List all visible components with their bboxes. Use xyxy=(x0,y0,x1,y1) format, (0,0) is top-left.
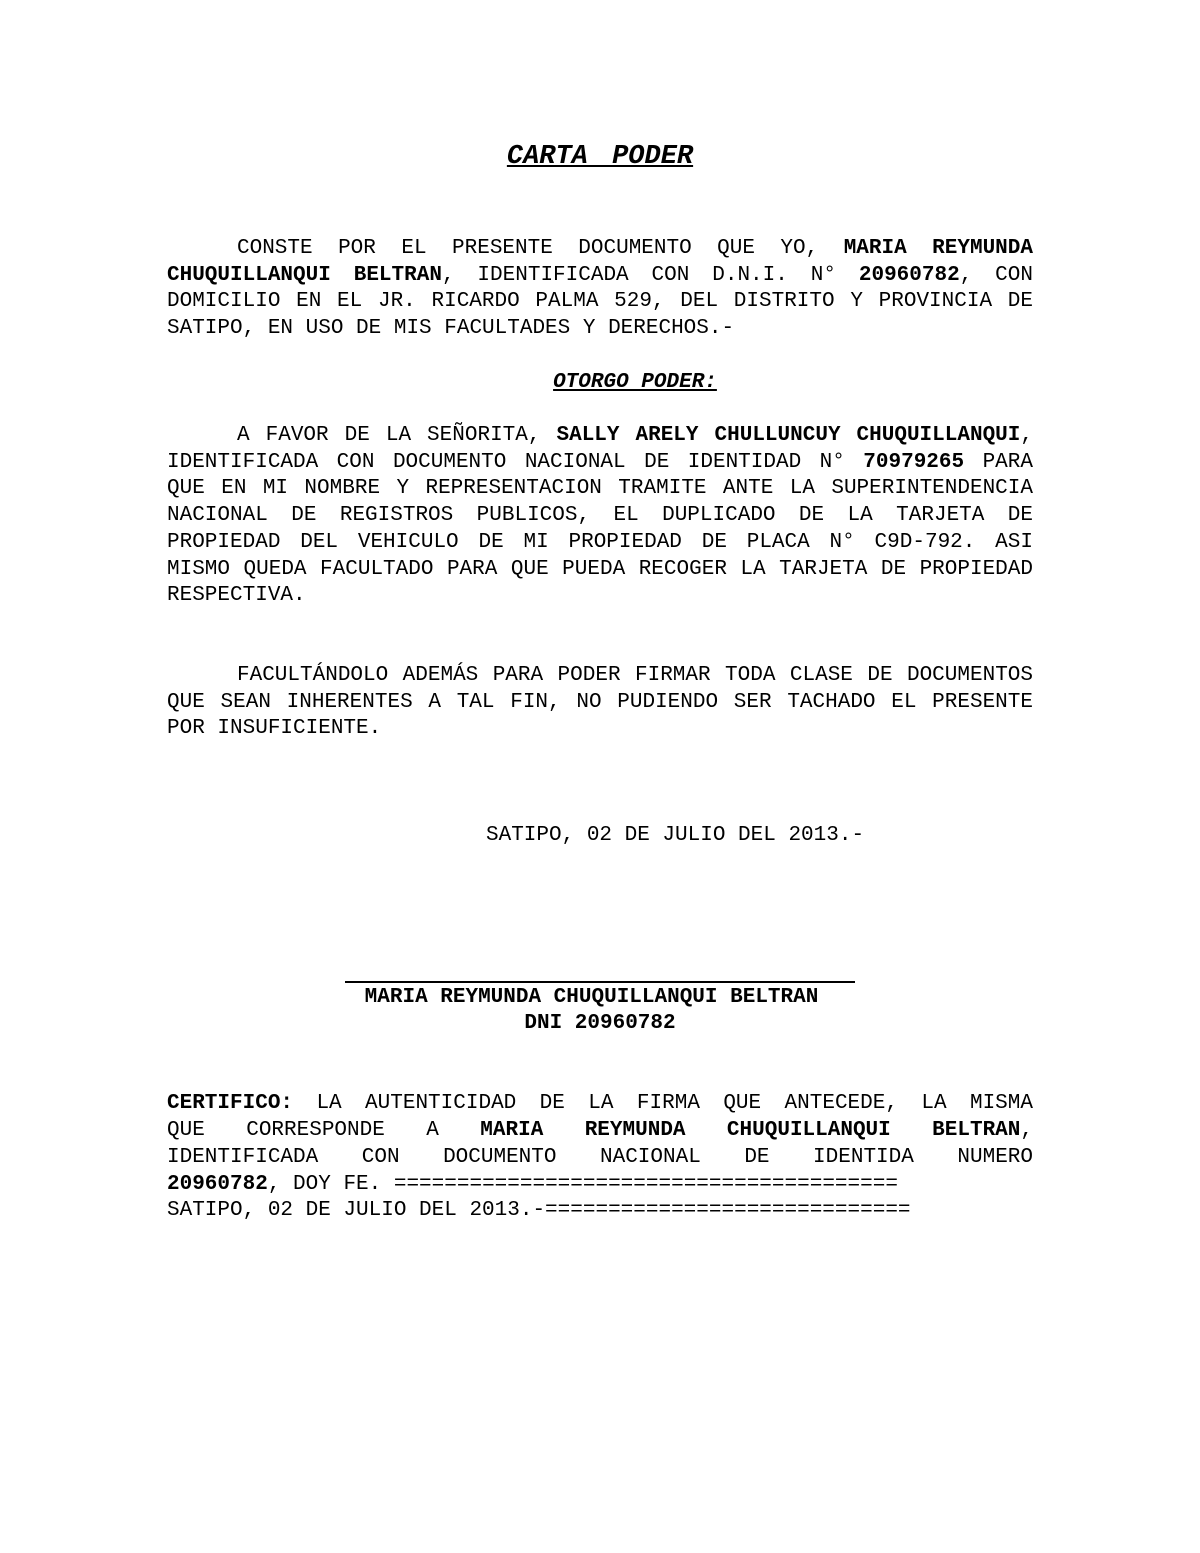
certification-line-2-suffix: , xyxy=(1020,1119,1033,1142)
paragraph-grantee-id-text: , IDENTIFICADA CON DOCUMENTO NACIONAL DE IDENTIDAD N° xyxy=(167,424,1033,474)
certification-line-3: IDENTIFICADA CON DOCUMENTO NACIONAL DE IDENTIDA NUMERO xyxy=(167,1146,1033,1169)
certification-line-2-prefix: QUE CORRESPONDE A xyxy=(167,1119,481,1142)
certification-label: CERTIFICO: xyxy=(167,1092,294,1115)
grantee-dni: 70979265 xyxy=(863,450,965,474)
section-subtitle: OTORGO PODER: xyxy=(553,371,717,394)
certification-line-4 xyxy=(167,1171,898,1198)
document-title: CARTA PODER xyxy=(506,142,694,172)
certification-line-1 xyxy=(167,1090,1033,1117)
paragraph-grantee xyxy=(167,423,1033,610)
paragraph-faculties: FACULTÁNDOLO ADEMÁS PARA PODER FIRMAR TODA CLASE DE DOCUMENTOS QUE SEAN INHERENTES A TAL FIN, NO PUDIENDO SER TACHADO EL PRESENTE POR INSUFICIENTE. xyxy=(167,664,1033,741)
paragraph-grantee-intro: A FAVOR DE LA SEÑORITA, xyxy=(237,424,557,447)
signature-name: MARIA REYMUNDA CHUQUILLANQUI BELTRAN xyxy=(364,986,819,1009)
certification-line-5: SATIPO, 02 DE JULIO DEL 2013.-============================= xyxy=(167,1199,911,1222)
certification-name: MARIA REYMUNDA CHUQUILLANQUI BELTRAN xyxy=(480,1119,1021,1142)
certification-line-2 xyxy=(167,1117,1033,1144)
signature-line xyxy=(345,981,855,983)
paragraph-grantor-id-text: , IDENTIFICADA CON D.N.I. N° xyxy=(441,263,859,287)
paragraph-grantor-intro: CONSTE POR EL PRESENTE DOCUMENTO QUE YO, xyxy=(237,237,844,260)
paragraph-grantee-rest: PARA QUE EN MI NOMBRE Y REPRESENTACION TRAMITE ANTE LA SUPERINTENDENCIA NACIONAL DE REGISTROS PUBLICOS, EL DUPLICADO DE LA TARJETA DE PROPIEDAD DEL VEHICULO DE MI PROPIEDAD DE PLACA N° C9D-792. ASI MISMO QUEDA FACULTADO PARA QUE PUEDA RECOGER LA TARJETA DE PROPIEDAD RESPECTIVA. xyxy=(167,450,1033,608)
place-date: SATIPO, 02 DE JULIO DEL 2013.- xyxy=(486,824,865,847)
certification-dni: 20960782 xyxy=(167,1173,268,1196)
paragraph-grantor-rest: , CON DOMICILIO EN EL JR. RICARDO PALMA 529, DEL DISTRITO Y PROVINCIA DE SATIPO, EN USO DE MIS FACULTADES Y DERECHOS.- xyxy=(167,263,1033,341)
certification-line-4-text: , DOY FE. ======================================== xyxy=(267,1173,898,1196)
grantor-dni: 20960782 xyxy=(858,263,960,287)
paragraph-grantor xyxy=(167,236,1033,343)
grantee-name: SALLY ARELY CHULLUNCUY CHUQUILLANQUI xyxy=(556,424,1021,447)
signature-dni: DNI 20960782 xyxy=(524,1012,676,1035)
certification-line-1-text: LA AUTENTICIDAD DE LA FIRMA QUE ANTECEDE, LA MISMA xyxy=(293,1092,1033,1115)
grantor-name: MARIA REYMUNDA CHUQUILLANQUI BELTRAN xyxy=(167,237,1033,287)
